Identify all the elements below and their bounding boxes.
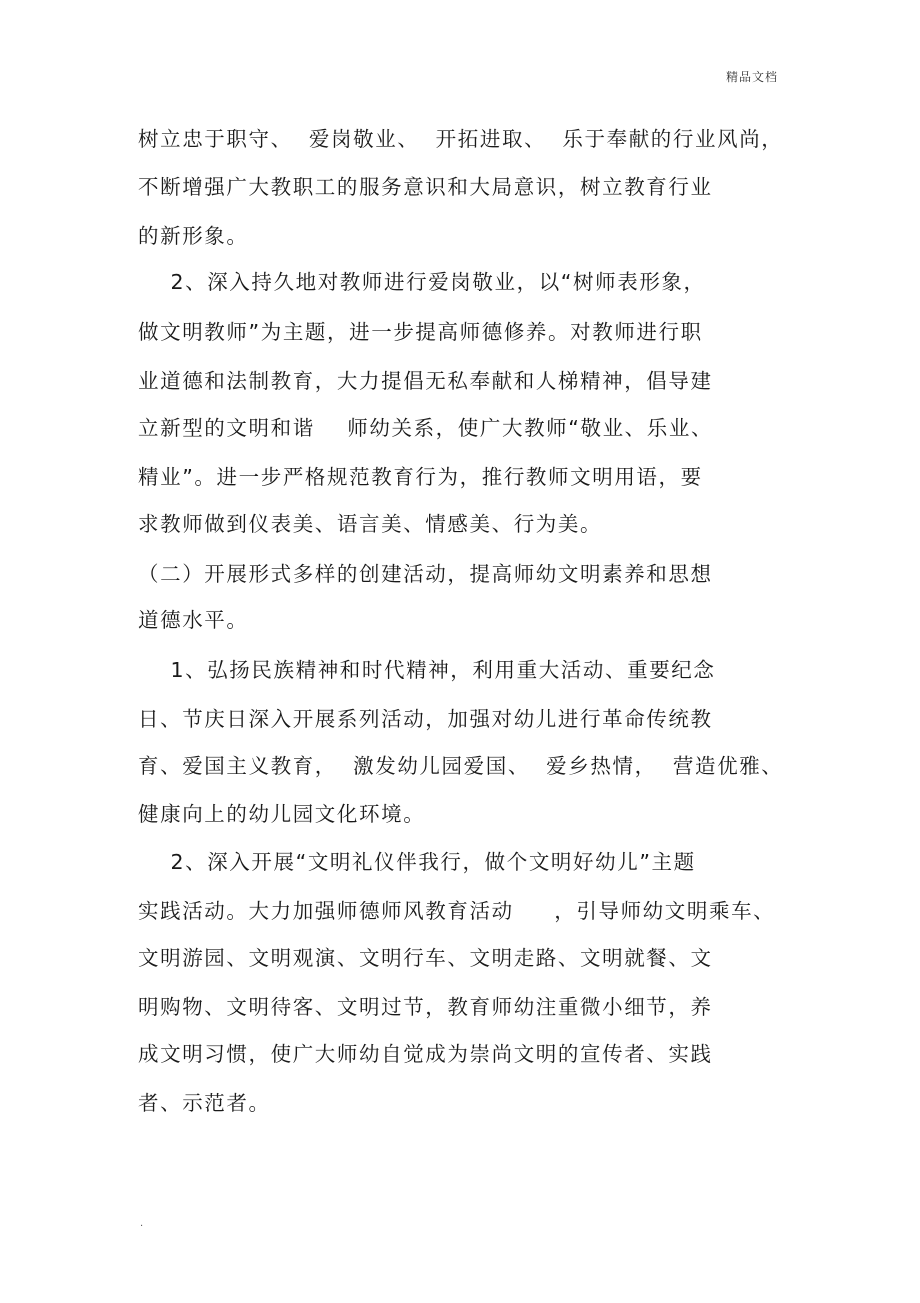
body-line-2: 不断增强广大教职工的服务意识和大局意识，树立教育行业 bbox=[138, 175, 713, 199]
body-line-11: 道德水平。 bbox=[138, 608, 249, 632]
body-line-5: 做文明教师”为主题，进一步提高师德修养。对教师进行职 bbox=[138, 320, 703, 344]
body-line-13: 日、节庆日深入开展系列活动，加强对幼儿进行革命传统教 bbox=[138, 707, 713, 731]
body-line-4: 2、深入持久地对教师进行爱岗敬业，以“树师表形象， bbox=[138, 270, 706, 294]
body-line-19: 明购物、文明待客、文明过节，教育师幼注重微小细节，养 bbox=[138, 995, 713, 1019]
body-line-17: 实践活动。大力加强师德师风教育活动 ，引导师幼文明乘车、 bbox=[138, 899, 776, 923]
body-line-1: 树立忠于职守、 爱岗敬业、 开拓进取、 乐于奉献的行业风尚， bbox=[138, 127, 784, 151]
body-line-20: 成文明习惯，使广大师幼自觉成为崇尚文明的宣传者、实践 bbox=[138, 1042, 713, 1066]
body-line-18: 文明游园、文明观演、文明行车、文明走路、文明就餐、文 bbox=[138, 946, 713, 970]
body-line-8: 精业”。进一步严格规范教育行为，推行教师文明用语，要 bbox=[138, 465, 703, 489]
body-line-10: （二）开展形式多样的创建活动，提高师幼文明素养和思想 bbox=[138, 562, 713, 586]
body-line-3: 的新形象。 bbox=[138, 224, 249, 248]
footer-dot: . bbox=[140, 1218, 144, 1229]
body-line-9: 求教师做到仪表美、语言美、情感美、行为美。 bbox=[138, 512, 603, 536]
body-line-16: 2、深入开展“文明礼仪伴我行，做个文明好幼儿”主题 bbox=[138, 850, 696, 874]
body-line-6: 业道德和法制教育，大力提倡无私奉献和人梯精神，倡导建 bbox=[138, 369, 713, 393]
body-line-15: 健康向上的幼儿园文化环境。 bbox=[138, 802, 426, 826]
header-watermark: 精品文档 bbox=[726, 70, 779, 84]
body-line-14: 育、爱国主义教育， 激发幼儿园爱国、 爱乡热情， 营造优雅、 bbox=[138, 754, 784, 778]
body-line-21: 者、示范者。 bbox=[138, 1091, 271, 1115]
body-line-12: 1、弘扬民族精神和时代精神，利用重大活动、重要纪念 bbox=[138, 658, 716, 682]
body-line-7: 立新型的文明和谐 师幼关系，使广大教师“敬业、乐业、 bbox=[138, 416, 714, 440]
